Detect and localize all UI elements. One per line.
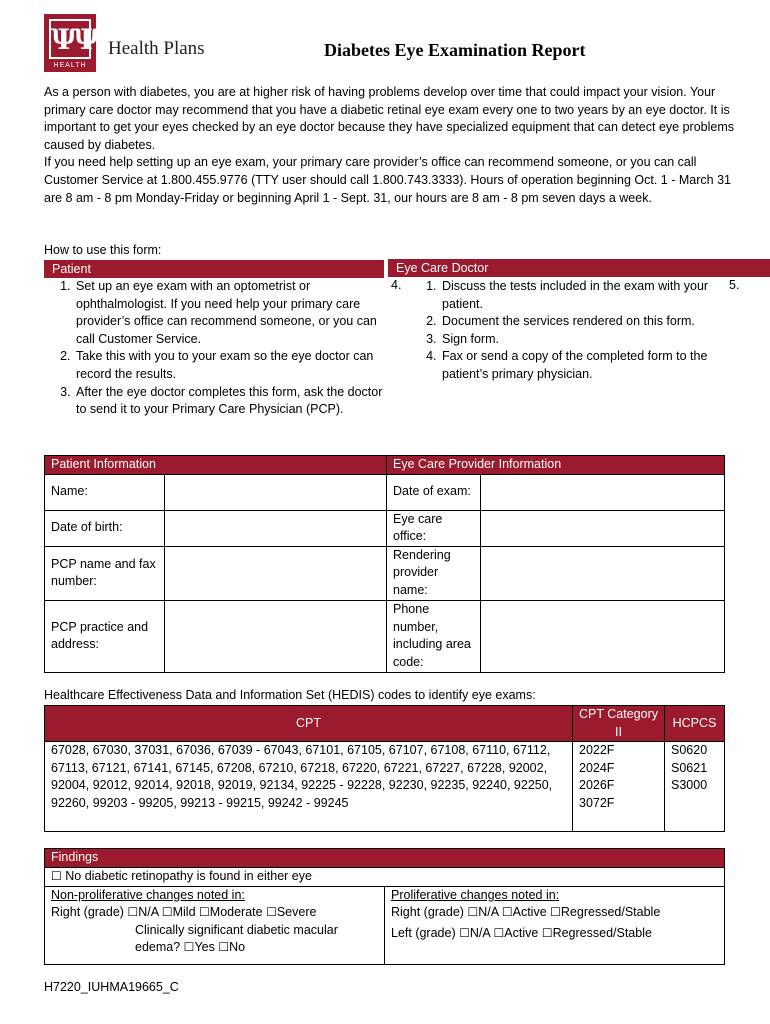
hedis-label: Healthcare Effectiveness Data and Information Set (HEDIS) codes to identify eye exams: [44,688,536,702]
p-left-regressed-label: Regressed/Stable [552,925,652,940]
cpt2-code: 2026F [579,778,615,793]
p-right-na-label: N/A [478,905,499,920]
name-label: Name: [45,474,165,510]
pcp-address-label: PCP practice and address: [45,600,165,672]
findings-header: Findings [45,849,725,868]
np-right-label: Right (grade) [51,905,124,920]
trident-icon: ΨΨ [49,19,91,59]
patient-steps [44,278,384,419]
np-mild-checkbox[interactable]: ☐ [161,905,173,920]
intro-paragraph-2: If you need help setting up an eye exam, your primary care provider’s office can recommend someone, or you can call Customer Service at 1.800.455.9776 (TTY user should call 1.800.743.3333). Hours of operation beginning Oct. 1 - March 31 are 8 am - 8 pm Monday-Friday or beginning April 1 - Sept. 31, our hours are 8 am - 8 pm seven days a week. [44,155,731,205]
np-moderate-label: Moderate [209,905,263,920]
office-field[interactable] [481,510,725,546]
macular-question: Clinically significant diabetic macular edema? [135,922,338,955]
pcp-name-label: PCP name and fax number: [45,546,165,600]
macular-row [51,922,378,957]
findings-table [44,848,725,965]
p-left-na-checkbox[interactable]: ☐ [459,925,470,940]
cpt2-code: 2024F [579,760,615,775]
np-na-label: N/A [138,905,159,920]
hcpcs-code: S3000 [671,778,708,793]
np-mild-label: Mild [172,905,196,920]
doctor-step-3: 3. Sign form. [440,331,728,349]
cpt-header: CPT [45,706,573,742]
proliferative-heading: Proliferative changes noted in: [391,887,560,902]
intro-text [44,84,734,207]
dob-label: Date of birth: [45,510,165,546]
cpt2-header: CPT Category II [573,706,665,742]
cpt2-code: 2022F [579,743,615,758]
intro-paragraph-1: As a person with diabetes, you are at higher risk of having problems develop over time that could impact your vision. Your primary care doctor may recommend that you have a diabetic retinal eye exam every one to two years by an eye doctor. It is important to get your eyes checked by an eye doctor because they have specialized equipment that can detect eye problems caused by diabetes. [44,85,734,152]
exam-date-label: Date of exam: [387,474,481,510]
provider-name-label: Rendering provider name: [387,546,481,600]
provider-info-header: Eye Care Provider Information [387,456,725,475]
macular-yes-label: Yes [194,940,215,955]
patient-header: Patient [44,260,384,278]
doctor-step-1: 1. Discuss the tests included in the exam with your patient. [440,278,728,313]
phone-field[interactable] [481,600,725,672]
hedis-table [44,705,725,832]
hcpcs-codes [665,742,725,832]
office-label: Eye care office: [387,510,481,546]
p-left-na-label: N/A [469,925,491,940]
p-left-active-label: Active [504,925,539,940]
macular-no-label: No [229,940,246,955]
p-right-regressed-checkbox[interactable]: ☐ [550,905,561,920]
p-right-na-checkbox[interactable]: ☐ [467,905,479,920]
name-field[interactable] [165,474,387,510]
no-retinopathy-label: No diabetic retinopathy is found in either eye [65,868,312,883]
p-right-row [391,904,718,922]
patient-step-1: 1. Set up an eye exam with an optometrist or ophthalmologist. If you need help your primary care provider’s office can recommend someone, or you can call Customer Service. [74,278,384,348]
nonproliferative-cell [45,886,385,964]
hcpcs-header: HCPCS [665,706,725,742]
no-retinopathy-checkbox[interactable]: ☐ [51,868,62,883]
exam-date-field[interactable] [481,474,725,510]
logo-text: HEALTH [53,62,87,69]
np-severe-label: Severe [276,905,317,920]
brand-name: Health Plans [108,38,205,59]
np-severe-checkbox[interactable]: ☐ [266,905,277,920]
doctor-step-4: 4. Fax or send a copy of the completed form to the patient’s primary physician. [440,348,728,383]
cpt2-code: 3072F [579,795,615,810]
doctor-prefix-4: 4. [391,278,402,292]
eye-care-doctor-header: Eye Care Doctor [388,259,770,277]
np-right-row [51,904,378,922]
p-right-active-label: Active [512,905,547,920]
macular-no-checkbox[interactable]: ☐ [218,940,230,955]
cpt-codes: 67028, 67030, 37031, 67036, 67039 - 67043, 67101, 67105, 67107, 67108, 67110, 67112, 67113, 67121, 67141, 67145, 67208, 67210, 67218, 67220, 67221, 67227, 67228, 92002, 92004, 92012, 92014, 92018, 92019, 92134, 92225 - 92228, 92230, 92235, 92240, 92250, 92260, 99203 - 99205, 99213 - 99215, 99242 - 99245 [45,742,573,832]
iu-health-logo [44,14,96,72]
pcp-name-field[interactable] [165,546,387,600]
p-left-row [391,925,718,943]
cpt2-codes [573,742,665,832]
doctor-steps [388,278,728,384]
patient-step-2: 2. Take this with you to your exam so the eye doctor can record the results. [74,348,384,383]
p-left-label: Left (grade) [391,925,456,940]
np-na-checkbox[interactable]: ☐ [127,905,139,920]
doctor-step-2: 2. Document the services rendered on this form. [440,313,728,331]
p-left-regressed-checkbox[interactable]: ☐ [541,925,553,940]
how-to-label: How to use this form: [44,243,162,257]
p-right-active-checkbox[interactable]: ☐ [501,905,513,920]
dob-field[interactable] [165,510,387,546]
proliferative-cell [385,886,725,964]
macular-yes-checkbox[interactable]: ☐ [183,940,195,955]
provider-name-field[interactable] [481,546,725,600]
p-right-regressed-label: Regressed/Stable [560,905,661,920]
hcpcs-code: S0620 [671,743,708,758]
no-retinopathy-row [45,867,725,886]
form-code: H7220_IUHMA19665_C [44,980,179,994]
np-moderate-checkbox[interactable]: ☐ [199,905,210,920]
hcpcs-code: S0621 [671,760,708,775]
patient-info-header: Patient Information [45,456,387,475]
patient-step-3: 3. After the eye doctor completes this form, ask the doctor to send it to your Primary Care Physician (PCP). [74,384,384,419]
p-left-active-checkbox[interactable]: ☐ [493,925,505,940]
p-right-label: Right (grade) [391,905,464,920]
pcp-address-field[interactable] [165,600,387,672]
info-table [44,455,725,673]
nonproliferative-heading: Non-proliferative changes noted in: [51,887,245,902]
doctor-prefix-5: 5. [729,278,740,292]
phone-label: Phone number, including area code: [387,600,481,672]
page-title: Diabetes Eye Examination Report [324,40,586,60]
